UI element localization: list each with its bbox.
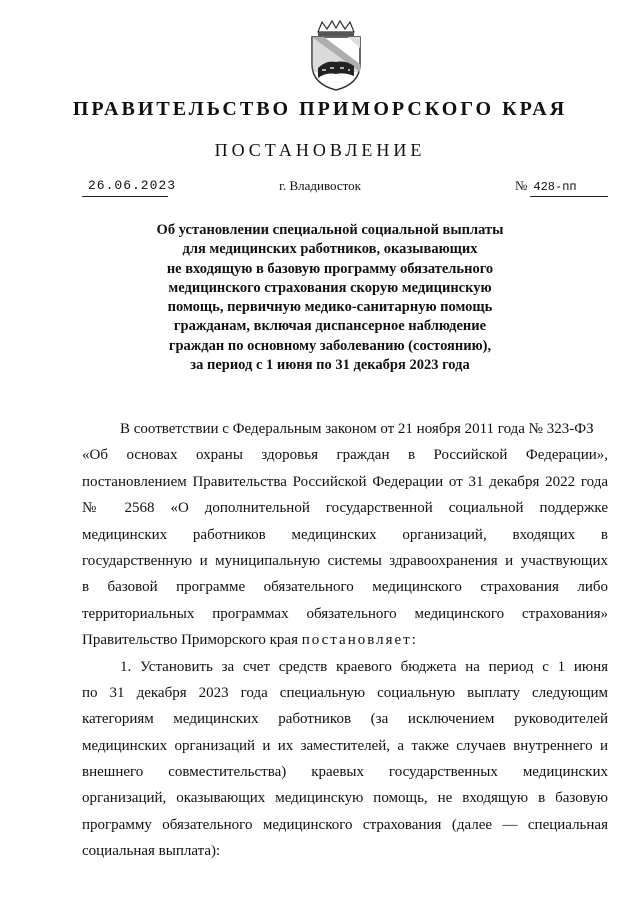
item1-line: организаций, оказывающих медицинскую помощь, не входящую в базовую — [82, 790, 608, 807]
subject-line: за период с 1 июня по 31 декабря 2023 года — [190, 357, 470, 374]
subject-line: помощь, первичную медико-санитарную помощь — [167, 299, 493, 316]
preamble-line: № 2568 «О дополнительной государственной социальной поддержке — [82, 500, 608, 517]
resolves-line — [82, 627, 608, 653]
preamble-line: «Об основах охраны здоровья граждан в Российской Федерации», — [82, 447, 608, 464]
number-underline — [530, 196, 608, 197]
document-date: 26.06.2023 — [88, 178, 177, 193]
number-value: 428-пп — [533, 180, 577, 194]
preamble-line: в базовой программе обязательного медицинского страхования либо — [82, 579, 608, 596]
item1-line: 1. Установить за счет средств краевого бюджета на период с 1 июня — [120, 658, 608, 675]
item1-line: программу обязательного медицинского страхования (далее — специальная — [82, 816, 608, 833]
document-city: г. Владивосток — [279, 178, 361, 193]
subject-line: не входящую в базовую программу обязательного — [166, 260, 494, 277]
preamble-line: территориальных программах обязательного медицинского страхования» — [82, 605, 608, 622]
resolves-prefix: Правительство Приморского края — [82, 632, 302, 649]
item1-line: социальная выплата): — [82, 843, 221, 860]
subject-line: медицинского страхования скорую медицинскую — [168, 279, 492, 296]
date-underline — [82, 196, 168, 197]
government-title: ПРАВИТЕЛЬСТВО ПРИМОРСКОГО КРАЯ — [72, 98, 568, 120]
preamble-line: государственную и муниципальную системы здравоохранения и участвующих — [82, 552, 608, 569]
document-type: ПОСТАНОВЛЕНИЕ — [214, 140, 426, 160]
resolves-word: постановляет: — [301, 632, 418, 649]
primorsky-coat-of-arms-icon — [304, 20, 368, 92]
document-body — [82, 416, 608, 865]
document-subject — [120, 221, 540, 375]
subject-line: Об установлении специальной социальной выплаты — [156, 222, 504, 238]
preamble-line: медицинских работников медицинских организаций, входящих в — [82, 526, 608, 543]
item1-line: внешнего совместительства) краевых государственных медицинских — [82, 764, 608, 781]
subject-line: гражданам, включая диспансерное наблюдение — [173, 318, 487, 335]
item1-line: категориям медицинских работников (за исключением руководителей — [82, 711, 608, 728]
item1-line: медицинских организаций и их заместителей, а также случаев внутреннего и — [82, 737, 608, 754]
preamble-line: В соответствии с Федеральным законом от 21 ноября 2011 года № 323-ФЗ — [120, 421, 594, 437]
item1-line: по 31 декабря 2023 года специальную социальную выплату следующим — [82, 684, 608, 701]
preamble-line: постановлением Правительства Российской Федерации от 31 декабря 2022 года — [82, 473, 608, 490]
document-meta-row — [0, 178, 640, 200]
document-number — [515, 178, 577, 194]
number-prefix: № — [515, 178, 528, 193]
subject-line: граждан по основному заболеванию (состоянию), — [168, 337, 492, 354]
subject-line: для медицинских работников, оказывающих — [182, 241, 478, 258]
